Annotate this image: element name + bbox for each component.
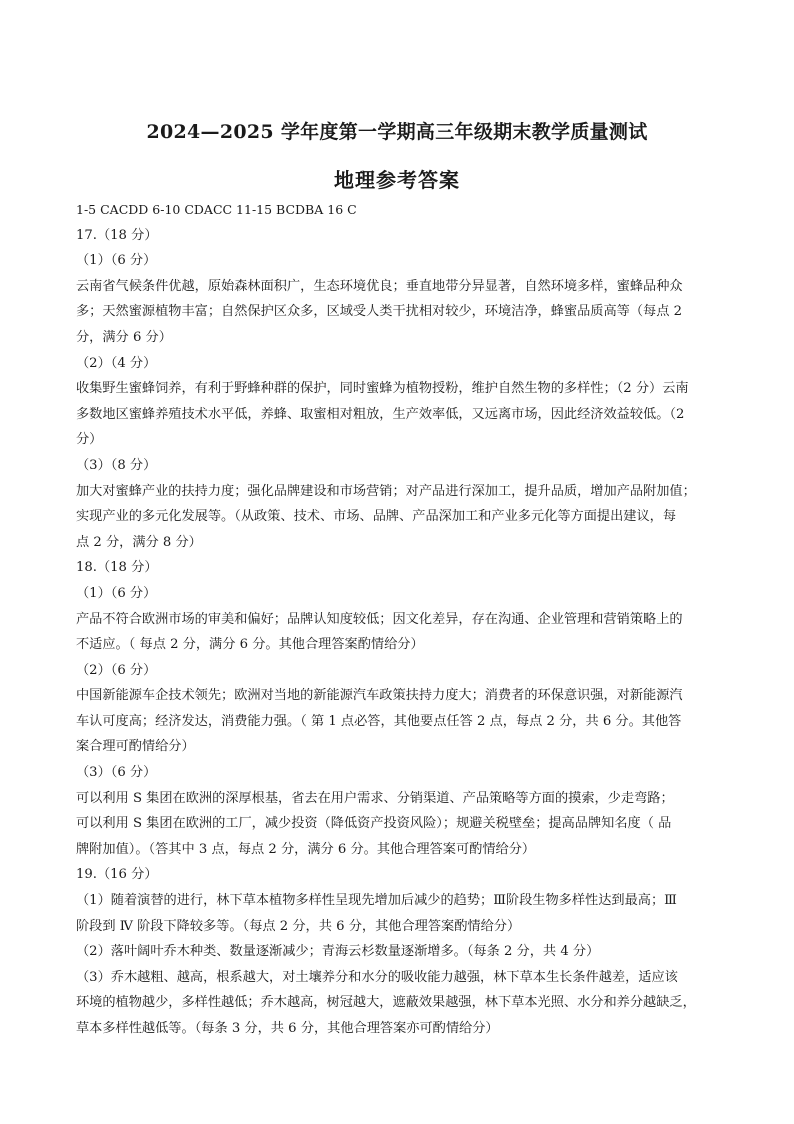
question-17-header: 17.（18 分） [76,227,158,243]
q17-part1-line: 分，满分 6 分） [76,329,172,345]
q18-part1-line: 产品不符合欧洲市场的审美和偏好；品牌认知度较低；因文化差异，存在沟通、企业管理和营销策略上的 [76,611,683,627]
q18-part3-line: 可以利用 S 集团在欧洲的深厚根基，省去在用户需求、分销渠道、产品策略等方面的摸索，少走弯路； [76,790,674,806]
q17-part1-header: （1）（6 分） [76,253,157,269]
q19-part3-line: （3）乔木越粗、越高，根系越大，对土壤养分和水分的吸收能力越强，林下草本生长条件越差，适应该 [76,969,678,985]
q19-part1-line: （1）随着演替的进行，林下草本植物多样性呈现先增加后减少的趋势；Ⅲ阶段生物多样性达到最高；Ⅲ [76,893,677,909]
q18-part2-header: （2）（6 分） [76,662,157,678]
q18-part3-line: 可以利用 S 集团在欧洲的工厂，减少投资（降低资产投资风险）；规避关税壁垒；提高品牌知名度（ 品 [76,816,672,832]
q17-part3-header: （3）（8 分） [76,457,157,473]
q17-part2-header: （2）（4 分） [76,355,157,371]
q17-part1-line: 云南省气候条件优越，原始森林面积广，生态环境优良；垂直地带分异显著，自然环境多样，蜜蜂品种众 [76,278,683,294]
q17-part3-line: 实现产业的多元化发展等。（从政策、技术、市场、品牌、产品深加工和产业多元化等方面提出建议，每 [76,509,677,525]
q19-part3-line: 环境的植物越少，多样性越低；乔木越高，树冠越大，遮蔽效果越强，林下草本光照、水分和养分越缺乏， [76,995,696,1011]
q17-part1-line: 多；天然蜜源植物丰富；自然保护区众多，区域受人类干扰相对较少，环境洁净，蜂蜜品质高等（每点 2 [76,304,683,320]
q17-part3-line: 点 2 分，满分 8 分） [76,534,202,550]
q17-part2-line: 分） [76,432,103,448]
q18-part1-line: 不适应。（ 每点 2 分，满分 6 分。其他合理答案酌情给分） [76,637,424,653]
q18-part3-header: （3）（6 分） [76,765,157,781]
document-title: 2024—2025 学年度第一学期高三年级期末教学质量测试 [146,121,648,143]
q17-part3-line: 加大对蜜蜂产业的扶持力度；强化品牌建设和市场营销；对产品进行深加工，提升品质，增加产品附加值； [76,483,696,499]
q18-part2-line: 中国新能源车企技术领先；欧洲对当地的新能源汽车政策扶持力度大；消费者的环保意识强，对新能源汽 [76,688,683,704]
q17-part2-line: 多数地区蜜蜂养殖技术水平低，养蜂、取蜜相对粗放，生产效率低，又远离市场，因此经济效益较低。（2 [76,406,685,422]
q18-part2-line: 案合理可酌情给分） [76,739,195,755]
answer-content [76,197,724,1042]
q18-part3-line: 牌附加值）。（答其中 3 点，每点 2 分，满分 6 分。其他合理答案可酌情给分） [76,841,536,857]
q17-part2-line: 收集野生蜜蜂饲养，有利于野蜂种群的保护，同时蜜蜂为植物授粉，维护自然生物的多样性；（2 分）云南 [76,381,689,397]
question-18-header: 18.（18 分） [76,560,158,576]
q18-part1-header: （1）（6 分） [76,585,157,601]
multiple-choice-key: 1-5 CACDD 6-10 CDACC 11-15 BCDBA 16 C [76,202,357,217]
document-subtitle: 地理参考答案 [334,168,460,192]
question-19-header: 19.（16 分） [76,867,158,883]
q19-part1-line: 阶段到 Ⅳ 阶段下降较多等。（每点 2 分，共 6 分，其他合理答案酌情给分） [76,918,521,934]
q19-part2-line: （2）落叶阔叶乔木种类、数量逐渐减少；青海云杉数量逐渐增多。（每条 2 分，共 4 分） [76,944,600,960]
q19-part3-line: 草本多样性越低等。（每条 3 分，共 6 分，其他合理答案亦可酌情给分） [76,1021,499,1036]
q18-part2-line: 车认可度高；经济发达，消费能力强。（ 第 1 点必答，其他要点任答 2 点，每点 2 分，共 6 分。其他答 [76,713,682,729]
